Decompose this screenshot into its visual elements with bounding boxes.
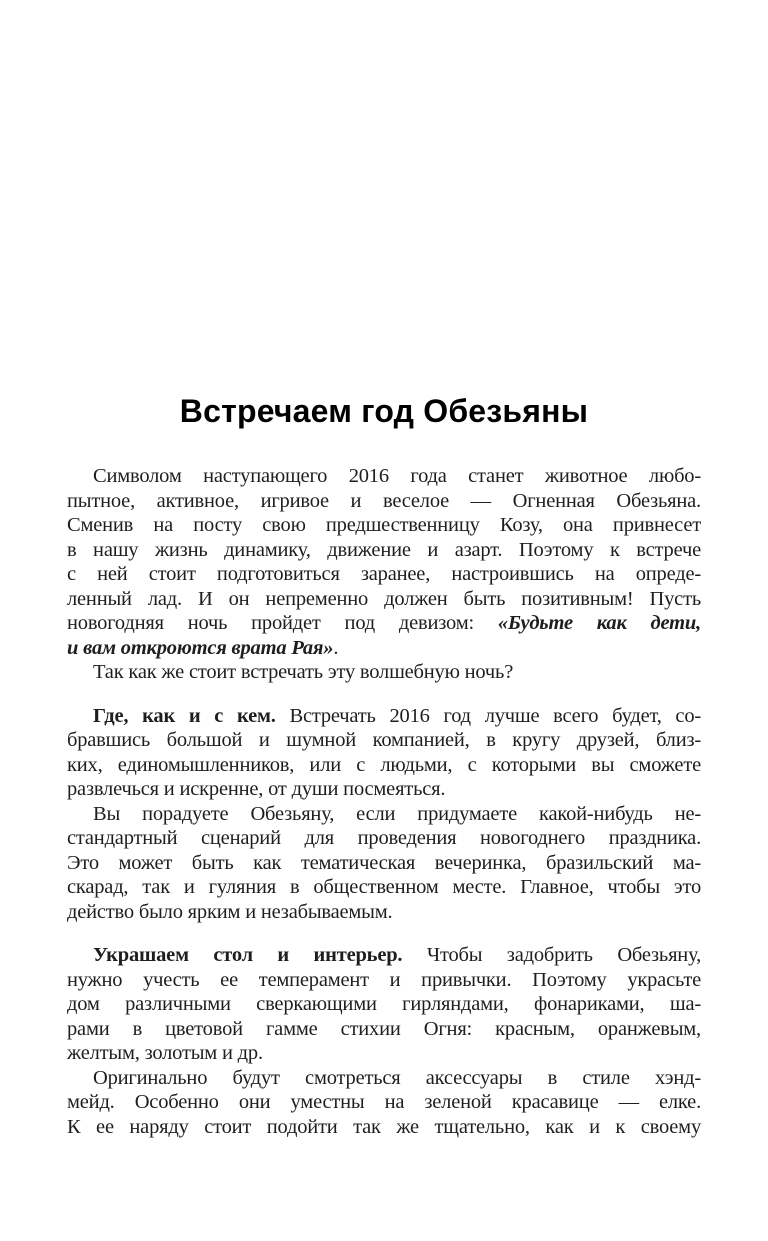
text-line [67,802,701,827]
text-line [67,851,701,876]
text-segment: скарад, так и гуляния в общественном месте. Главное, чтобы это [67,876,701,898]
text-segment: Символом наступающего 2016 года станет животное любо- [93,465,701,487]
text-line [67,1066,701,1091]
text-line [67,1041,701,1066]
text-segment: ких, единомышленников, или с людьми, с которыми вы сможете [67,753,701,776]
text-segment: желтым, золотым и др. [67,1042,263,1064]
paragraph [67,1066,701,1140]
text-line [67,875,701,900]
paragraph [67,704,701,802]
text-segment: . [333,636,339,659]
text-line [67,777,701,802]
text-line [67,587,701,612]
text-segment: Вы порадуете Обезьяну, если придумаете какой-нибудь не- [93,802,701,825]
text-line [67,900,701,925]
text-column [67,393,701,1139]
text-line [67,943,701,968]
text-segment: с ней стоит подготовиться заранее, настроившись на опреде- [67,563,701,585]
text-segment: действо было ярким и незабываемым. [67,900,393,923]
text-line [67,636,701,661]
text-segment: К ее наряду стоит подойти так же тщательно, как и к своему [67,1115,701,1138]
paragraph [67,464,701,660]
text-segment: рами в цветовой гамме стихии Огня: красным, оранжевым, [67,1017,701,1040]
text-segment: Так как же стоит встречать эту волшебную ночь? [93,661,514,683]
text-segment: новогодняя ночь пройдет под девизом: [67,612,498,634]
text-line [67,728,701,753]
bold-lead-in: Украшаем стол и интерьер. [93,944,403,966]
text-line [67,562,701,587]
text-line [67,1090,701,1115]
emphasis-quote: и вам откроются врата Рая» [67,636,334,659]
bold-lead-in: Где, как и с кем. [93,704,276,727]
text-line [67,992,701,1017]
text-line [67,611,701,636]
text-segment: Сменив на посту свою предшественницу Козу, она привнесет [67,514,701,536]
text-line [67,513,701,538]
body-text [67,464,701,1139]
text-segment: мейд. Особенно они уместны на зеленой красавице — елке. [67,1091,701,1113]
chapter-title: Встречаем год Обезьяны [179,393,589,429]
text-line [67,1115,701,1140]
text-segment: Это может быть как тематическая вечеринка, бразильский ма- [67,851,701,874]
text-line [67,968,701,993]
paragraph [67,660,701,685]
text-segment: ленный лад. И он непременно должен быть позитивным! Пусть [67,587,701,610]
text-line [67,1017,701,1042]
text-segment: Чтобы задобрить Обезьяну, [402,944,701,966]
text-line [67,489,701,514]
paragraph [67,943,701,1066]
text-segment: Оригинально будут смотреться аксессуары в стиле хэнд- [93,1066,701,1089]
text-line [67,704,701,729]
text-line [67,753,701,778]
text-segment: дом различными сверкающими гирляндами, фонариками, ша- [67,993,701,1015]
text-segment: развлечься и искренне, от души посмеяться. [67,778,446,800]
text-line [67,538,701,563]
text-segment: пытное, активное, игривое и веселое — Огненная Обезьяна. [67,489,701,512]
paragraph [67,802,701,925]
emphasis-quote: «Будьте как дети, [497,612,702,634]
text-line [67,464,701,489]
text-segment: нужно учесть ее темперамент и привычки. Поэтому украсьте [67,968,701,991]
text-segment: бравшись большой и шумной компанией, в кругу друзей, близ- [67,729,701,751]
text-line [67,660,701,685]
text-segment: стандартный сценарий для проведения новогоднего праздника. [67,827,701,849]
text-segment: Встречать 2016 год лучше всего будет, со- [275,704,701,727]
text-line [67,826,701,851]
text-segment: в нашу жизнь динамику, движение и азарт. Поэтому к встрече [67,538,701,561]
